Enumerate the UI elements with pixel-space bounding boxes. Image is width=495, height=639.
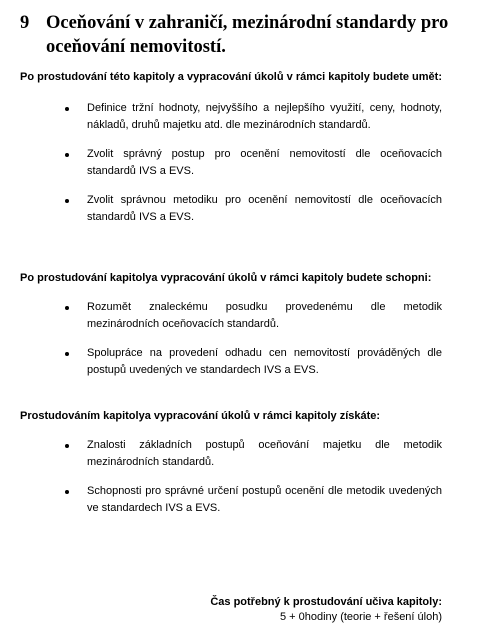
chapter-number: 9 [20,13,30,33]
section-intro: Po prostudování kapitolya vypracování úkolů v rámci kapitoly budete schopni: [20,272,432,284]
list-item-text: Definice tržní hodnoty, nejvyššího a nejlepšího využití, ceny, hodnoty, nákladů, druhů majetku atd. dle mezinárodních standardů. [87,102,442,131]
list-item-text: Spolupráce na provedení odhadu cen nemovitostí prováděných dle postupů uvedených ve standardech IVS a EVS. [87,347,442,376]
list-item [20,345,442,379]
bullet-list [20,437,442,517]
list-item [20,192,442,226]
list-item-text: Znalosti základních postupů oceňování majetku dle metodik mezinárodních standardů. [87,439,442,468]
list-item [20,146,442,180]
bullet-icon [65,306,69,310]
bullet-icon [65,490,69,494]
list-item-text: Schopnosti pro správné určení postupů ocenění dle metodik uvedených ve standardech IVS a EVS. [87,485,442,514]
section-learning-goals [20,69,442,226]
list-item [20,483,442,517]
chapter-title: Oceňování v zahraničí, mezinárodní standardy pro oceňování nemovitostí. [46,13,449,57]
study-time-block [210,595,442,625]
list-item [20,437,442,471]
study-time-value: 5 + 0hodiny (teorie + řešení úloh) [279,611,442,623]
list-item-text: Zvolit správnou metodiku pro ocenění nemovitostí dle oceňovacích standardů IVS a EVS. [87,194,442,223]
bullet-icon [65,199,69,203]
bullet-icon [65,444,69,448]
list-item-text: Rozumět znaleckému posudku provedenému dle metodik mezinárodních oceňovacích standardů. [87,301,442,330]
study-time-label: Čas potřebný k prostudování učiva kapitoly: [210,596,442,608]
list-item [20,299,442,333]
list-item-text: Zvolit správný postup pro ocenění nemovitostí dle oceňovacích standardů IVS a EVS. [87,148,442,177]
section-intro: Prostudováním kapitolya vypracování úkolů v rámci kapitoly získáte: [20,410,381,422]
bullet-icon [65,352,69,356]
section-intro: Po prostudování této kapitoly a vypracování úkolů v rámci kapitoly budete umět: [20,71,442,83]
bullet-icon [65,107,69,111]
bullet-list [20,100,442,226]
bullet-list [20,299,442,379]
bullet-icon [65,153,69,157]
section-gains [20,408,442,517]
list-item [20,100,442,134]
section-abilities [20,270,442,379]
